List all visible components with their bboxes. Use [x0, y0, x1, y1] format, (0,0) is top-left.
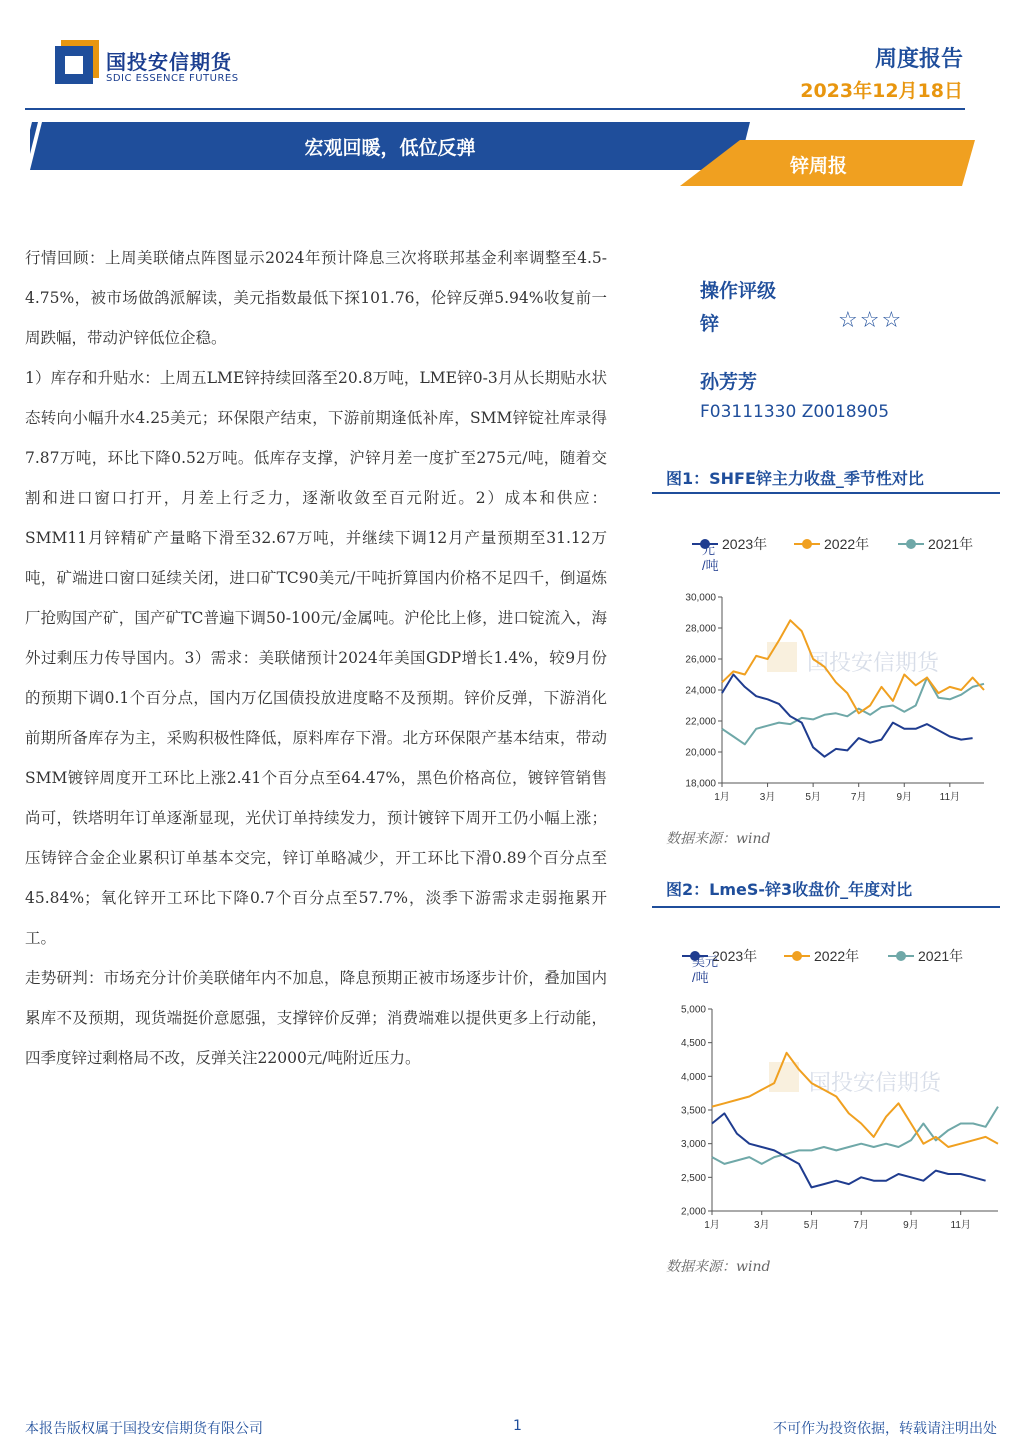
footer-copyright: 本报告版权属于国投安信期货有限公司	[25, 1421, 263, 1437]
legend-marker-3	[896, 951, 906, 961]
analyst-name: 孙芳芳	[700, 371, 758, 393]
x-tick-label: 11月	[950, 1220, 971, 1231]
legend-marker-2	[802, 539, 812, 549]
y-tick-label: 30,000	[685, 592, 716, 604]
y-unit-label-2: /吨	[702, 558, 719, 573]
legend-label-2: 2022年	[824, 536, 870, 552]
paragraph-outlook: 走势研判：市场充分计价美联储年内不加息，降息预期正被市场逐步计价，叠加国内累库不及预期，现货端挺价意愿强，支撑锌价反弹；消费端难以提供更多上行动能，四季度锌过剩格局不改，反弹关注22000元/吨附近压力。	[25, 969, 607, 1067]
x-tick-label: 5月	[803, 1220, 820, 1231]
report-date: 2023年12月18日	[800, 80, 963, 102]
series-line-2022年	[712, 1053, 998, 1147]
y-tick-label: 2,500	[680, 1172, 706, 1184]
y-tick-label: 5,000	[680, 1004, 706, 1016]
company-name-en: SDIC ESSENCE FUTURES	[106, 73, 239, 84]
y-unit-label: 元	[702, 542, 716, 557]
report-type: 周度报告	[874, 47, 963, 72]
page-number: 1	[513, 1418, 522, 1434]
header-divider	[25, 108, 965, 110]
series-line-2021年	[712, 1107, 998, 1164]
x-tick-label: 9月	[903, 1220, 919, 1231]
x-tick-label: 11月	[939, 792, 961, 803]
y-tick-label: 28,000	[685, 623, 716, 635]
watermark-logo-icon	[769, 1062, 799, 1092]
report-body	[25, 238, 607, 1078]
y-tick-label: 4,500	[680, 1038, 706, 1050]
series-line-2023年	[712, 1113, 986, 1187]
legend-label-1: 2023年	[712, 948, 758, 964]
legend-label-1: 2023年	[722, 536, 768, 552]
legend-label-3: 2021年	[928, 536, 974, 552]
x-tick-label: 3月	[759, 792, 776, 803]
company-name-cn: 国投安信期货	[106, 50, 232, 74]
x-tick-label: 7月	[853, 1220, 869, 1231]
company-logo-icon	[55, 40, 99, 84]
paragraph-fundamentals: 1）库存和升贴水：上周五LME锌持续回落至20.8万吨，LME锌0-3月从长期贴水状态转向小幅升水4.25美元；环保限产结束，下游前期逢低补库，SMM锌锭社库录得7.87万吨，环比下降0.52万吨。低库存支撑，沪锌月差一度扩至275元/吨，随着交割和进口窗口打开，月差上行乏力，逐渐收敛至百元附近。2）成本和供应：SMM11月锌精矿产量略下滑至32.67万吨，并继续下调12月产量预期至31.12万吨，矿端进口窗口延续关闭，进口矿TC90美元/干吨折算国内价格不足四千，倒逼炼厂抢购国产矿，国产矿TC普遍下调50-100元/金属吨。沪伦比上修，进口锭流入，海外过剩压力传导国内。3）需求：美联储预计2024年美国GDP增长1.4%，较9月份的预期下调0.1个百分点，国内万亿国债投放进度略不及预期。锌价反弹，下游消化前期所备库存为主，采购积极性降低，原料库存下滑。北方环保限产基本结束，带动SMM镀锌周度开工环比上涨2.41个百分点至64.47%，黑色价格高位，镀锌管销售尚可，铁塔明年订单逐渐显现，光伏订单持续发力，预计镀锌下周开工仍小幅上涨；压铸锌合金企业累积订单基本交完，锌订单略减少，开工环比下滑0.89个百分点至45.84%；氧化锌开工环比下降0.7个百分点至57.7%，淡季下游需求走弱拖累开工。	[25, 369, 607, 947]
chart-watermark: 国投安信期货	[808, 1070, 942, 1095]
y-tick-label: 3,000	[680, 1139, 706, 1151]
report-tag-text: 锌周报	[790, 155, 848, 177]
x-tick-label: 5月	[805, 792, 821, 803]
figure-1-source: 数据来源：wind	[666, 831, 771, 847]
legend-marker-3	[906, 539, 916, 549]
figure-1-chart	[652, 520, 1000, 820]
x-tick-label: 7月	[850, 792, 867, 803]
y-tick-label: 4,000	[680, 1071, 706, 1083]
x-tick-label: 9月	[896, 792, 913, 803]
legend-marker-2	[792, 951, 802, 961]
y-tick-label: 26,000	[685, 654, 716, 666]
figure-2-title: 图2：LmeS-锌3收盘价_年度对比	[666, 880, 913, 899]
figure-1-title: 图1：SHFE锌主力收盘_季节性对比	[666, 469, 924, 488]
legend-label-3: 2021年	[918, 948, 964, 964]
y-tick-label: 3,500	[680, 1105, 706, 1117]
y-tick-label: 24,000	[685, 685, 716, 697]
paragraph-market-review: 行情回顾：上周美联储点阵图显示2024年预计降息三次将联邦基金利率调整至4.5-4.75%，被市场做鸽派解读，美元指数最低下探101.76，伦锌反弹5.94%收复前一周跌幅，带动沪锌低位企稳。	[25, 249, 607, 347]
y-tick-label: 2,000	[680, 1206, 706, 1218]
legend-label-2: 2022年	[814, 948, 860, 964]
figure-2-source: 数据来源：wind	[666, 1259, 771, 1275]
footer-disclaimer: 不可作为投资依据，转载请注明出处	[773, 1421, 997, 1437]
rating-title: 操作评级	[700, 280, 777, 302]
x-tick-label: 3月	[753, 1220, 770, 1231]
x-tick-label: 1月	[704, 1220, 720, 1231]
y-unit-label-2: /吨	[692, 970, 709, 985]
rating-metal: 锌	[700, 313, 720, 335]
y-tick-label: 18,000	[685, 778, 716, 790]
watermark-logo-icon	[767, 642, 797, 672]
headline-text: 宏观回暖，低位反弹	[304, 137, 476, 159]
figure-2-chart	[652, 930, 1000, 1250]
rating-stars-icon: ☆☆☆	[838, 308, 904, 333]
figure-2-rule	[652, 906, 1000, 908]
analyst-license-ids: F03111330 Z0018905	[700, 402, 890, 422]
y-tick-label: 20,000	[685, 747, 716, 759]
figure-1-rule	[652, 492, 1000, 494]
y-unit-label: 美元	[692, 954, 719, 969]
chart-watermark: 国投安信期货	[806, 650, 940, 675]
x-tick-label: 1月	[714, 792, 730, 803]
y-tick-label: 22,000	[685, 716, 716, 728]
